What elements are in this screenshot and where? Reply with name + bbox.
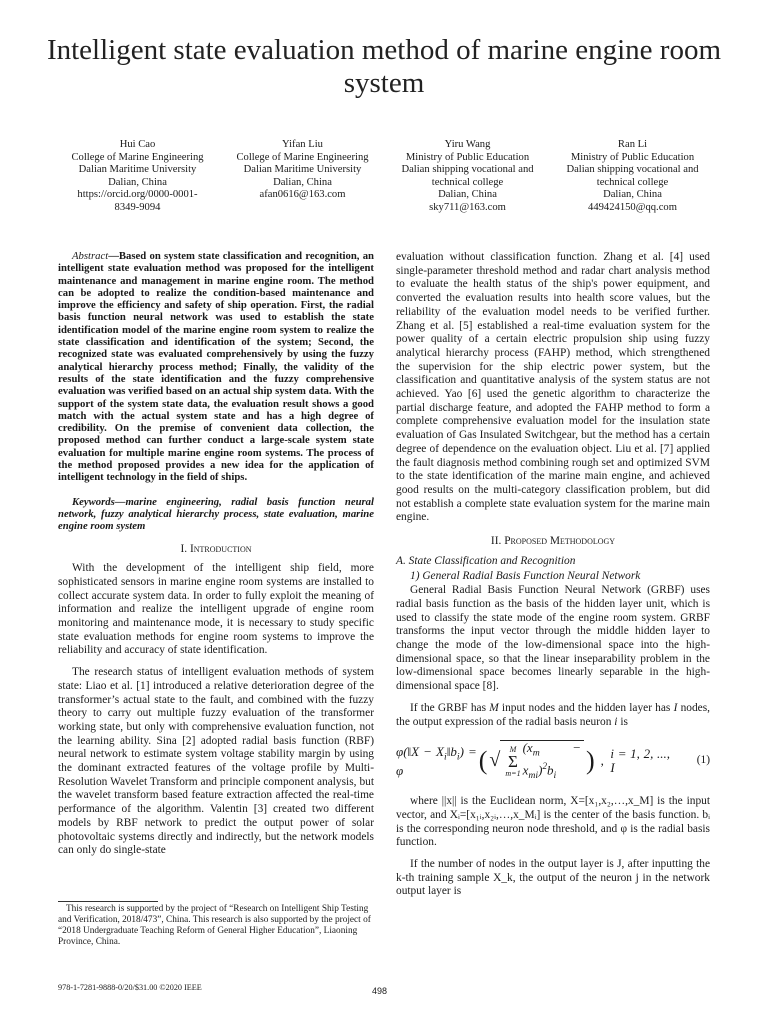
right-column — [396, 251, 710, 907]
math-symbol: M — [489, 701, 499, 714]
section-heading-introduction: I. Introduction — [180, 542, 252, 555]
equation-range: i = 1, 2, ..., I — [610, 746, 670, 776]
text-run: If the GRBF has — [410, 701, 487, 714]
footnote: This research is supported by the project of “Research on Intelligent Ship Testing and Verification, 2018/473”, China. This research is also supported by the project of “2018 Undergraduate Teaching Reform of General Higher Education”, Liaoning Province, China. — [58, 904, 371, 947]
equation-body: φ(‖X − $X_i‖b_i) = \varphi$ ( √ M Σ m=1 $(x_m - x_{mi})^2b_i$ ) , i = 1, 2, ..., I — [396, 739, 670, 781]
author-affiliation-line: Dalian, China — [273, 176, 332, 188]
author-affiliation-line: technical college — [596, 176, 669, 188]
author-affiliation-line: Dalian, China — [108, 176, 167, 188]
author-affiliation-line: Dalian Maritime University — [243, 164, 362, 176]
paragraph: evaluation without classification function. Zhang et al. [4] used single-parameter threshold method and radar chart analysis method to evaluate the health status of the ship's power equipment, and converted the evaluation results into health score values, but the reliability of the evaluation model needs to be verified further. Zhang et al. [5] established a real-time evaluation system for the power quality of a certain electric propulsion ship using fuzzy analytical hierarchy process (FAHP) method, which strengthened the supervision for the ship electric power system, but the classification and quantitative analysis of the system status are not achieved. Yao [6] used the genetic algorithm to characterize the partial discharge feature, and adopted the FAHP method to form a complete comprehensive evaluation model for the insulation state evaluation of Gas Insulated Switchgear, but the method has a certain degree of dependence on the evaluation object. Liu et al. [7] applied the fault diagnosis method combining rough set and optimized SVM to the state identification of the marine main engine, and achieved good results on the multi-category classification problem, but did not establish a complete state evaluation system for the marine main engine. — [396, 251, 710, 524]
subsubsection-heading: 1) General Radial Basis Function Neural Network — [410, 570, 641, 583]
paragraph: If the number of nodes in the output layer is J, after inputting the k-th training sample X_k, the output of the neuron j in the network output layer is — [396, 858, 710, 898]
math-symbol: I — [673, 701, 678, 714]
author-2 — [220, 139, 385, 215]
math-symbol: i — [614, 715, 618, 728]
author-name: Yiru Wang — [444, 139, 491, 150]
keywords-label: Keywords — [72, 495, 115, 508]
abstract-label: Abstract — [72, 250, 109, 262]
author-email-link[interactable]: afan0616@163.com — [259, 189, 346, 201]
author-orcid-link[interactable]: https://orcid.org/0000-0001- — [77, 189, 198, 201]
author-block — [55, 139, 715, 215]
paragraph: General Radial Basis Function Neural Network (GRBF) uses radial basis function as the basis of the hidden layer unit, which is used to classify the state mode of the engine room system. GRBF transforms the input vector through the middle hidden layer to change the mode of the low-dimensional space into the high-dimensional space, so that the linear inseparability problem in the low-dimensional space becomes linearly separable in the high-dimensional space [8]. — [396, 584, 710, 693]
subsection-heading: A. State Classification and Recognition — [396, 554, 576, 567]
paragraph: where ||x|| is the Euclidean norm, X=[x₁,x₂,…,x_M] is the input vector, and Xᵢ=[x₁ᵢ,x₂ᵢ,…,x_Mᵢ] is the center of the basis function. bᵢ is the corresponding neuron node threshold, and φ is the radial basis function. — [396, 795, 710, 849]
author-affiliation-line: Dalian, China — [603, 189, 662, 201]
author-affiliation-line: Dalian, China — [438, 189, 497, 201]
equation-number: (1) — [696, 754, 710, 767]
author-3 — [385, 139, 550, 215]
author-affiliation-line: Ministry of Public Education — [570, 151, 695, 163]
paper-title: Intelligent state evaluation method of marine engine room system — [46, 34, 722, 99]
author-email-link[interactable]: 449424150@qq.com — [588, 201, 677, 213]
author-name: Hui Cao — [119, 139, 156, 150]
abstract-text: Based on system state classification and recognition, an intelligent state evaluation method was proposed for the intelligent maintenance and management in marine engine room. The method can be adopted to realize the condition-based maintenance and improve the efficiency and safety of ship operation. First, the radial basis function neural network was used to establish the state identification model of the marine engine room system to realize the state classification and identification of the system; Second, the recognized state was evaluated comprehensively by using the fuzzy analytical hierarchy process method; Finally, the validity of the results of the state identification and the fuzzy comprehensive evaluation was verified based on an actual ship system data. With the support of the system state data, the evaluation result shows a good match with the actual system state and has a high degree of credibility. On the premise of convenient data collection, the proposed method can further conduct a large-scale system state evaluation for multiple marine engine room systems. The process of the method proposed provides a new idea for the application of intelligent technology in the field of ships. — [58, 250, 374, 484]
author-affiliation-line: Dalian shipping vocational and — [566, 164, 699, 176]
paragraph: With the development of the intelligent ship field, more sophisticated sensors in marine engine room systems are installed to collect accurate system data. In order to fully exploit the meaning of information and realize the intelligent upgrade of engine room monitoring and maintenance mode, it is necessary to study specific state evaluation methods for engine room systems to improve the reliability and accuracy of state identification. — [58, 562, 374, 657]
author-email-link[interactable]: sky711@163.com — [429, 201, 506, 213]
author-affiliation-line: Ministry of Public Education — [405, 151, 530, 163]
text-run: nodes, the output expression of the radial basis neuron — [396, 701, 710, 728]
author-name: Ran Li — [617, 139, 648, 150]
keywords-text: marine engineering, radial basis function neural network, fuzzy analytical hierarchy process, state evaluation, marine engine room system — [58, 495, 374, 533]
author-affiliation-line: College of Marine Engineering — [71, 151, 204, 163]
author-affiliation-line: Dalian Maritime University — [78, 164, 197, 176]
author-orcid-link[interactable]: 8349-9094 — [114, 201, 161, 213]
abstract: Abstract—Based on system state classification and recognition, an intelligent state evaluation method was proposed for the intelligent maintenance and management in marine engine room. The method can be adopted to realize the condition-based maintenance and improve the efficiency and safety of ship operation. First, the radial basis function neural network was used to establish the state identification model of the marine engine room system to realize the state classification and identification of the system; Second, the recognized state was evaluated comprehensively by using the fuzzy analytical hierarchy process method; Finally, the validity of the results of the state identification and the fuzzy comprehensive evaluation was verified based on an actual ship system data. With the support of the system state data, the evaluation result shows a good match with the actual system state and has a high degree of credibility. On the premise of convenient data collection, the proposed method can further conduct a large-scale system state evaluation for multiple marine engine room systems. The process of the method proposed provides a new idea for the application of intelligent technology in the field of ships. — [58, 250, 374, 484]
left-column — [58, 250, 374, 866]
author-affiliation-line: College of Marine Engineering — [236, 151, 369, 163]
section-heading-methodology: II. Proposed Methodology — [490, 535, 616, 548]
text-run: input nodes and the hidden layer has — [501, 701, 671, 714]
author-affiliation-line: technical college — [431, 176, 504, 188]
author-4 — [550, 139, 715, 215]
equation-1 — [396, 737, 710, 785]
text-run: is — [620, 715, 628, 728]
author-name: Yifan Liu — [282, 139, 323, 150]
footer-copyright: 978-1-7281-9888-0/20/$31.00 ©2020 IEEE — [58, 983, 202, 992]
author-affiliation-line: Dalian shipping vocational and — [401, 164, 534, 176]
page-number: 498 — [372, 986, 388, 996]
paragraph: The research status of intelligent evaluation methods of system state: Liao et al. [1] introduced a relative deterioration degree of the transformer’s actual state to the fault, and combined with the fuzzy theory to carry out multiple fuzzy evaluation of the transformer working state, but only with comprehensive evaluation function, not the learning ability. Sina [2] adopted radial basis function (RBF) neural network to estimate system voltage stability margin by using the dominant extracted features of the voltage profile by Multi-Resolution Wavelet Transform and principle component analysis, but the wavelet transform based feature extraction affected the real-time performance of the algorithm. Valentin [3] created two different models by RBF network to predict the output power of solar photovoltaic systems directly and indirectly, but the network models can only do single-state — [58, 666, 374, 857]
footnote-divider — [58, 901, 158, 902]
paragraph — [396, 702, 710, 729]
keywords: Keywords—marine engineering, radial basis function neural network, fuzzy analytical hierarchy process, state evaluation, marine engine room system — [58, 495, 374, 533]
author-1 — [55, 139, 220, 215]
